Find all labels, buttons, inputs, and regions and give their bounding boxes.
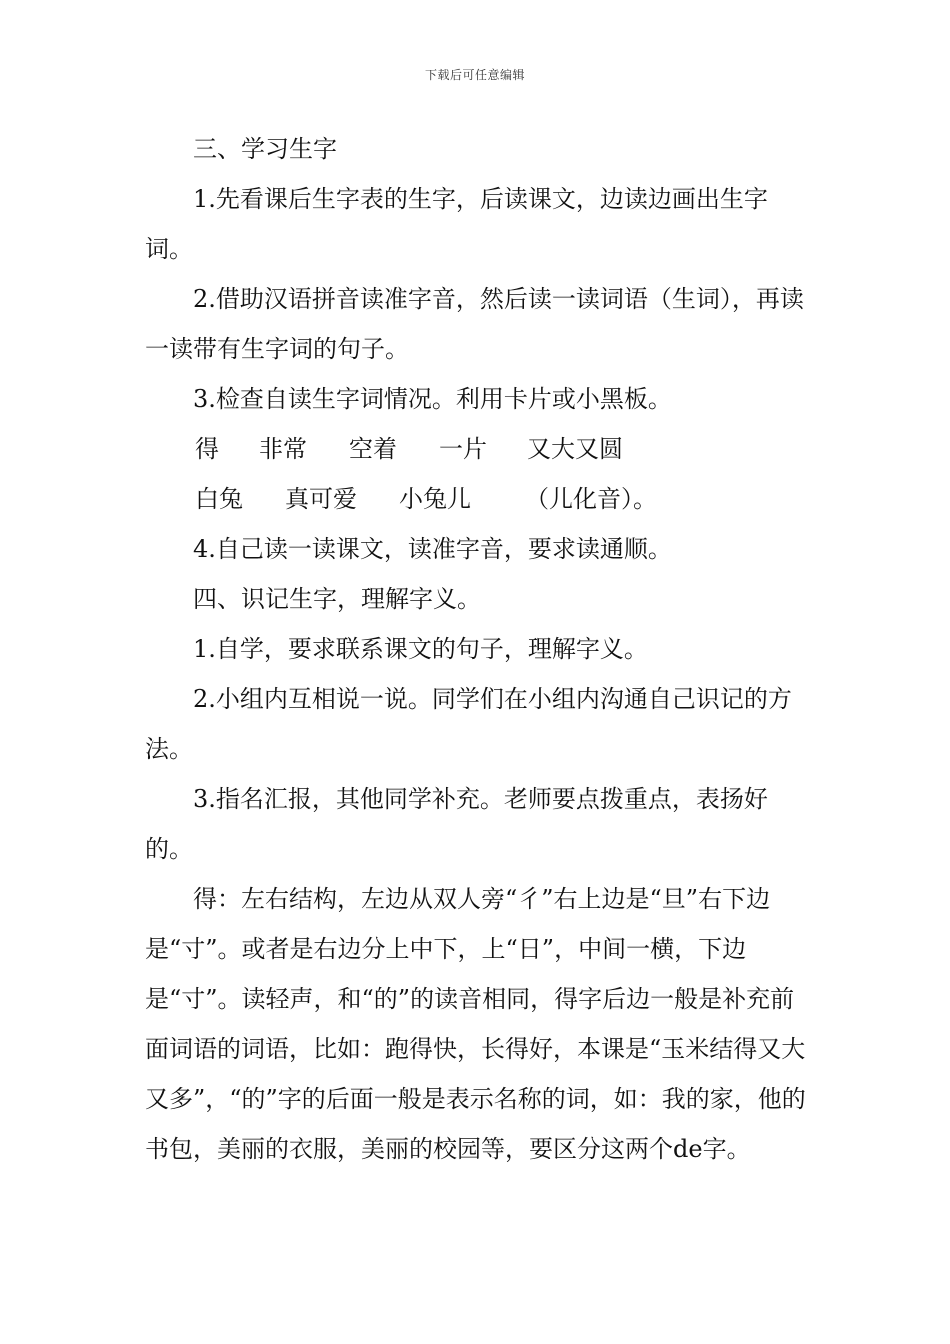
vocab-word: 非常 bbox=[259, 435, 307, 463]
vocab-word: 白兔 bbox=[195, 485, 243, 513]
section-four-title: 四、识记生字，理解字义。 bbox=[193, 585, 481, 613]
vocab-word: 又大又圆 bbox=[527, 435, 623, 463]
section-three-step-4: 4.自己读一读课文，读准字音，要求读通顺。 bbox=[193, 535, 672, 563]
character-explanation: 得：左右结构，左边从双人旁“彳”右上边是“旦”右下边是“寸”。或者是右边分上中下，上“日”，中间一横，下边是“寸”。读轻声，和“的”的读音相同，得字后边一般是补充前面词语的词语，比如：跑得快，长得好，本课是“玉米结得又大又多”，“的”字的后面一般是表示名称的词，如：我的家，他的书包，美丽的衣服，美丽的校园等，要区分这两个de字。 bbox=[145, 885, 806, 1163]
section-three-step-2: 2.借助汉语拼音读准字音，然后读一读词语（生词），再读一读带有生字词的句子。 bbox=[145, 285, 804, 363]
section-three-step-3: 3.检查自读生字词情况。利用卡片或小黑板。 bbox=[193, 385, 672, 413]
vocab-row-2 bbox=[145, 474, 815, 524]
vocab-word: 真可爱 bbox=[285, 485, 357, 513]
vocab-row-1 bbox=[145, 424, 815, 474]
vocab-word: 小兔儿 bbox=[399, 485, 471, 513]
document-body bbox=[145, 124, 815, 1174]
vocab-word: 空着 bbox=[349, 435, 397, 463]
vocab-word: 得 bbox=[195, 435, 219, 463]
section-four-step-1: 1.自学，要求联系课文的句子，理解字义。 bbox=[193, 635, 648, 663]
vocab-note: （儿化音）。 bbox=[525, 485, 657, 513]
vocab-word: 一片 bbox=[439, 435, 487, 463]
section-three-title: 三、学习生字 bbox=[193, 135, 337, 163]
section-four-step-2: 2.小组内互相说一说。同学们在小组内沟通自己识记的方法。 bbox=[145, 685, 792, 763]
section-three-step-1: 1.先看课后生字表的生字，后读课文，边读边画出生字词。 bbox=[145, 185, 768, 263]
page-header: 下载后可任意编辑 bbox=[424, 68, 525, 82]
section-four-step-3: 3.指名汇报，其他同学补充。老师要点拨重点，表扬好的。 bbox=[145, 785, 768, 863]
